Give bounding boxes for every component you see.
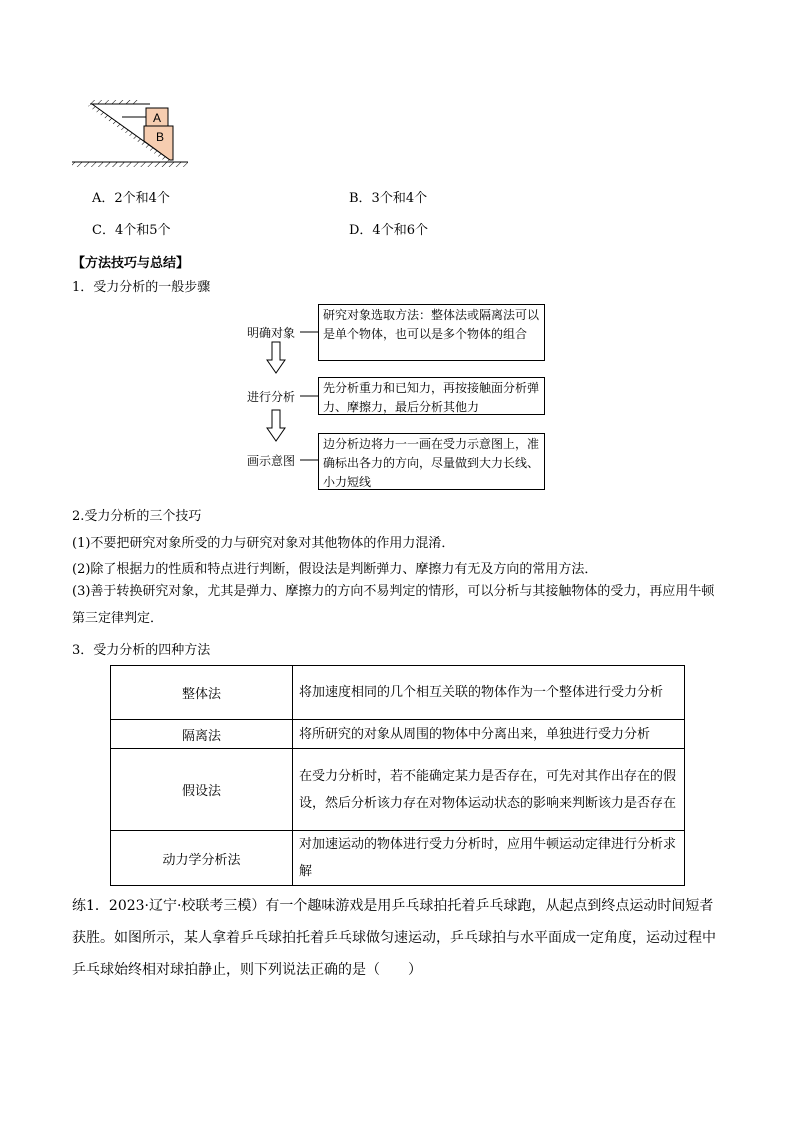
tip-2: (2)除了根据力的性质和特点进行判断，假设法是判断弹力、摩擦力有无及方向的常用方法． (72, 562, 598, 577)
flow-box-3: 边分析边将力一一画在受力示意图上，准确标出各力的方向，尽量做到大力长线、小力短线 (318, 433, 545, 490)
method-desc: 在受力分析时，若不能确定某力是否存在，可先对其作出存在的假设，然后分析该力存在对物体运动状态的影响来判断该力是否存在 (293, 749, 685, 831)
step3-title: 3．受力分析的四种方法 (72, 643, 211, 658)
block-a-label: A (152, 111, 162, 125)
table-row (111, 749, 685, 831)
flow-connectors (240, 300, 330, 500)
table-row (111, 831, 685, 886)
method-desc: 对加速运动的物体进行受力分析时，应用牛顿运动定律进行分析求解 (293, 831, 685, 886)
section-heading: 【方法技巧与总结】 (72, 256, 190, 271)
down-arrow-icon (267, 410, 285, 441)
method-desc: 将加速度相同的几个相互关联的物体作为一个整体进行受力分析 (293, 666, 685, 720)
method-name: 隔离法 (111, 720, 293, 749)
methods-table (110, 665, 685, 886)
method-name: 整体法 (111, 666, 293, 720)
exercise-text: 练1．2023·辽宁·校联考三模）有一个趣味游戏是用乒乓球拍托着乒乓球跑，从起点到终点运动时间短者获胜。如图所示，某人拿着乒乓球拍托着乒乓球做匀速运动，乒乓球拍与水平面成一定角度，运动过程中乒乓球始终相对球拍静止，则下列说法正确的是（ ） (72, 898, 716, 978)
flow-label-2: 进行分析 (247, 390, 296, 404)
table-row (111, 720, 685, 749)
option-c: C．4个和5个 (92, 223, 171, 238)
tip-1: (1)不要把研究对象所受的力与研究对象对其他物体的作用力混淆． (72, 536, 455, 551)
incline-figure (70, 96, 190, 176)
method-name: 动力学分析法 (111, 831, 293, 886)
method-name: 假设法 (111, 749, 293, 831)
block-b-label: B (155, 130, 165, 144)
step1-title: 1．受力分析的一般步骤 (72, 280, 211, 295)
flow-box-1: 研究对象选取方法：整体法或隔离法可以是单个物体，也可以是多个物体的组合 (318, 304, 545, 361)
option-b: B．3个和4个 (349, 191, 428, 206)
flow-label-3: 画示意图 (247, 454, 296, 468)
flow-label-1: 明确对象 (247, 326, 296, 340)
option-a: A．2个和4个 (92, 191, 170, 206)
tip-3: (3)善于转换研究对象，尤其是弹力、摩擦力的方向不易判定的情形，可以分析与其接触物体的受力，再应用牛顿第三定律判定． (72, 584, 715, 626)
flow-box-2: 先分析重力和已知力，再按接触面分析弹力、摩擦力，最后分析其他力 (318, 377, 545, 415)
table-row (111, 666, 685, 720)
step2-title: 2.受力分析的三个技巧 (72, 509, 202, 524)
option-d: D．4个和6个 (349, 223, 428, 238)
down-arrow-icon (267, 342, 285, 373)
method-desc: 将所研究的对象从周围的物体中分离出来，单独进行受力分析 (293, 720, 685, 749)
